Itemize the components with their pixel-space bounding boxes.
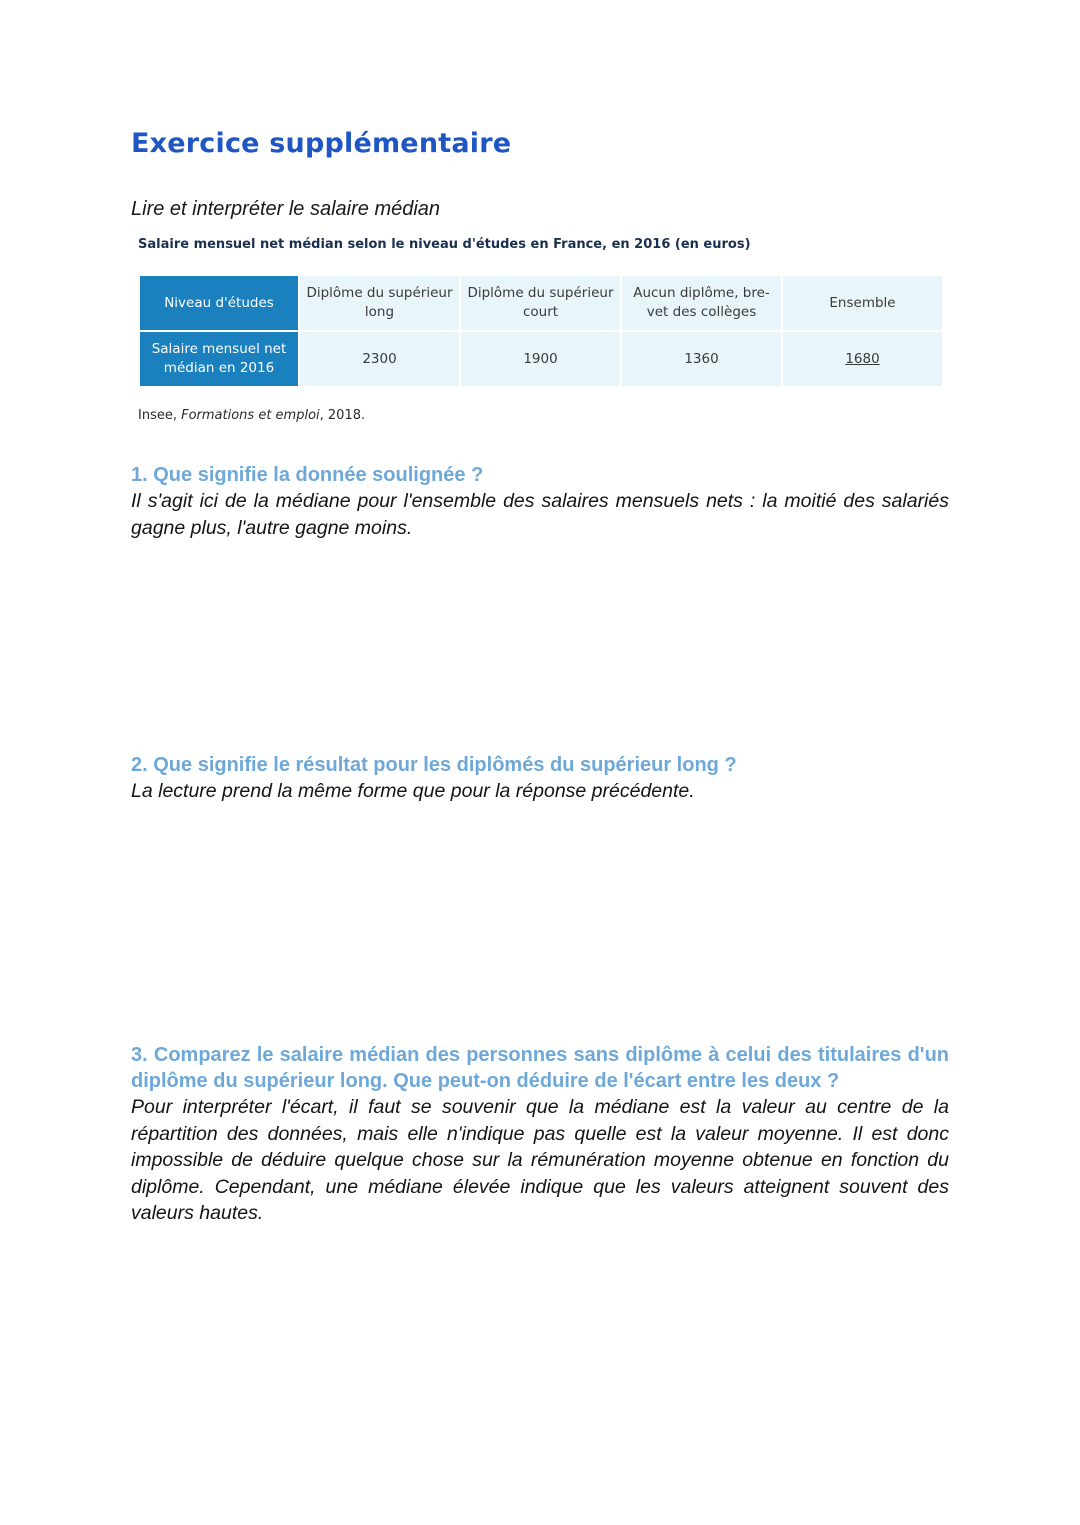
column-header-ensemble: Ensemble	[783, 276, 942, 330]
table-header-row	[140, 276, 942, 330]
table-source	[138, 408, 365, 423]
question-1: 1. Que signifie la donnée soulignée ?	[131, 464, 484, 486]
source-prefix: Insee,	[138, 408, 182, 423]
column-header-superieur-long: Diplôme du supérieur long	[300, 276, 459, 330]
salary-table	[138, 274, 944, 388]
column-header-aucun-diplome: Aucun diplôme, bre- vet des collèges	[622, 276, 781, 330]
answer-2: La lecture prend la même forme que pour la réponse précédente.	[131, 780, 695, 802]
source-title: Formations et emploi	[181, 408, 320, 423]
cell-ensemble	[783, 332, 942, 386]
answer-1: Il s'agit ici de la médiane pour l'ensemble des salaires mensuels nets : la moitié des salariés gagne plus, l'autre gagne moins.	[131, 490, 949, 539]
source-suffix: , 2018.	[319, 408, 366, 423]
cell-aucun-diplome: 1360	[622, 332, 781, 386]
table-data-row	[140, 332, 942, 386]
row-header-level: Niveau d'études	[140, 276, 298, 330]
cell-superieur-court: 1900	[461, 332, 620, 386]
question-3: 3. Comparez le salaire médian des personnes sans diplôme à celui des titulaires d'un diplôme du supérieur long. Que peut-on déduire de l'écart entre les deux ?	[131, 1044, 949, 1092]
column-header-superieur-court: Diplôme du supérieur court	[461, 276, 620, 330]
answer-3: Pour interpréter l'écart, il faut se souvenir que la médiane est la valeur au centre de la répartition des données, mais elle n'indique pas quelle est la valeur moyenne. Il est donc impossible de déduire quelque chose sur la rémunération moyenne obtenue en fonction du diplôme. Cependant, une médiane élevée indique que les valeurs atteignent souvent des valeurs hautes.	[131, 1096, 949, 1224]
exercise-subtitle: Lire et interpréter le salaire médian	[131, 198, 441, 220]
underlined-value: 1680	[845, 350, 880, 367]
cell-superieur-long: 2300	[300, 332, 459, 386]
page-title: Exercice supplémentaire	[131, 128, 512, 159]
question-2: 2. Que signifie le résultat pour les diplômés du supérieur long ?	[131, 754, 737, 776]
table-caption: Salaire mensuel net médian selon le niveau d'études en France, en 2016 (en euros)	[138, 237, 751, 252]
row-header-salary: Salaire mensuel net médian en 2016	[140, 332, 298, 386]
